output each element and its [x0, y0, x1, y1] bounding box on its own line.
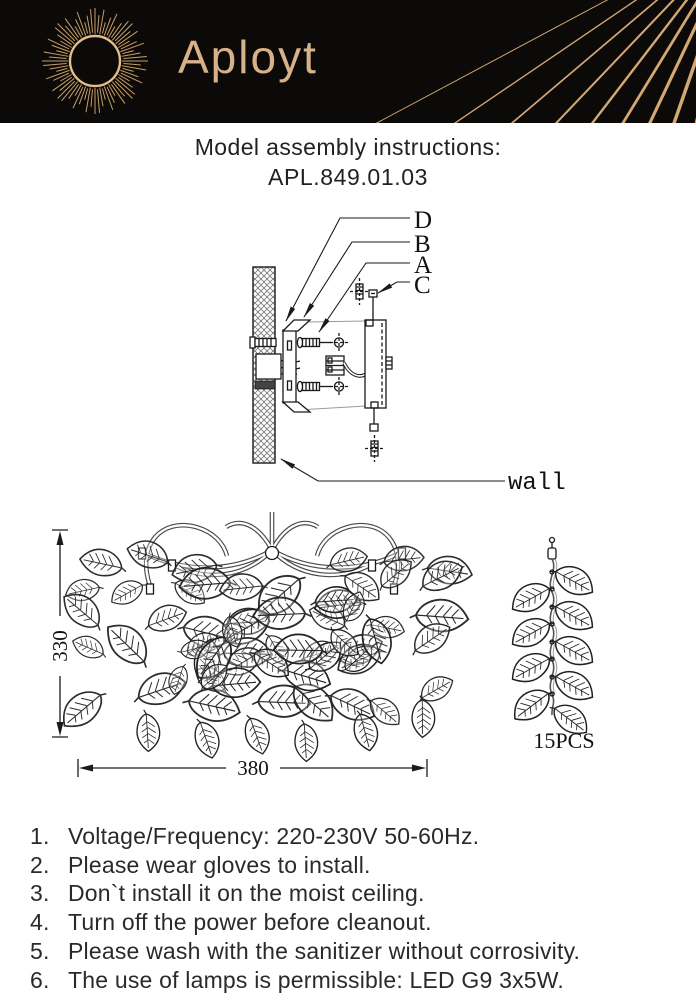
height-dim-label: 330 — [48, 630, 72, 662]
width-dim-label: 380 — [237, 756, 269, 780]
instruction-item: 5. Please wash with the sanitizer without corrosivity. — [30, 937, 581, 964]
strand-count-label: 15PCS — [533, 728, 595, 753]
page-title: Model assembly instructions: — [194, 134, 502, 160]
wall-mount-diagram — [0, 198, 696, 500]
part-label-d: D — [414, 207, 433, 234]
leaf-cluster — [54, 536, 474, 761]
header-banner — [0, 0, 696, 123]
part-label-a: A — [414, 252, 433, 279]
part-label-b: B — [414, 231, 431, 258]
junction-box — [256, 354, 281, 379]
instructions-list — [30, 822, 680, 994]
bottom-screw — [365, 408, 384, 462]
wall-label: wall — [508, 470, 566, 497]
wall-anchor-embedded — [255, 381, 275, 389]
leaf-strand-drawing — [506, 538, 600, 754]
instruction-item: 1. Voltage/Frequency: 220-230V 50-60Hz. — [30, 823, 480, 849]
brand-logo-text: Aployt — [178, 31, 318, 83]
back-plate — [365, 320, 392, 408]
part-label-c: C — [414, 272, 431, 299]
instruction-item: 6. The use of lamps is permissible: LED G9 3x5W. — [30, 966, 565, 993]
sunburst-logo-icon — [42, 8, 148, 114]
instructions-section — [30, 822, 680, 994]
title-block — [0, 132, 696, 192]
instruction-item: 3. Don`t install it on the moist ceiling. — [30, 880, 425, 907]
width-dimension — [78, 756, 427, 780]
header-decoration — [0, 0, 696, 123]
wall-anchor-screw — [250, 337, 276, 348]
instruction-item: 2. Please wear gloves to install. — [30, 851, 371, 878]
model-number: APL.849.01.03 — [268, 164, 428, 190]
terminal-block — [326, 356, 344, 375]
lamp-front-drawing — [0, 500, 696, 800]
leader-lines — [281, 218, 505, 481]
top-screw — [350, 278, 377, 320]
instruction-item: 4. Turn off the power before cleanout. — [30, 909, 432, 936]
mounting-bracket — [283, 320, 310, 412]
sunburst-ring — [70, 36, 120, 86]
